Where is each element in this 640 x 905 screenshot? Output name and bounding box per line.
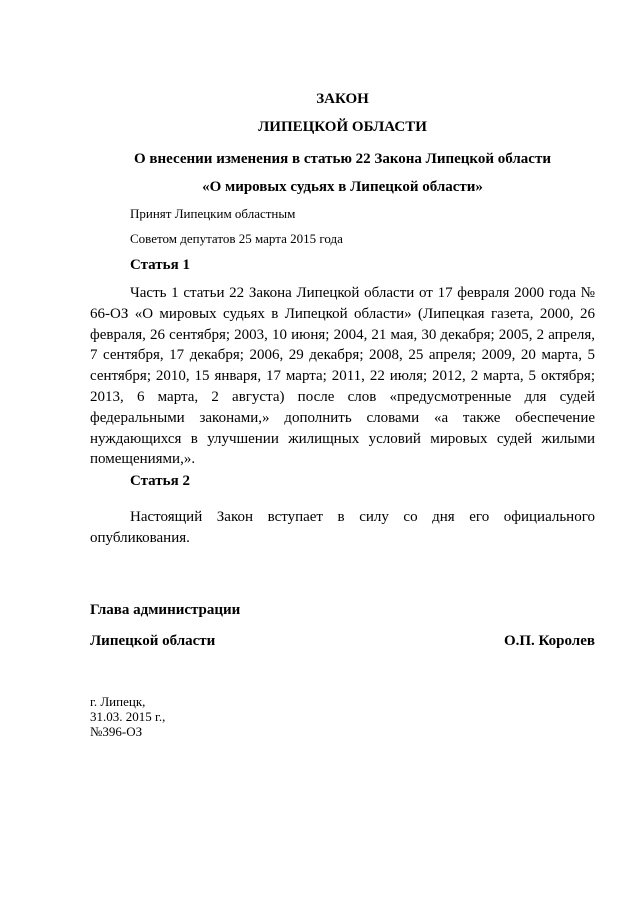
document-title: ЗАКОН	[316, 91, 369, 107]
adoption-line-1: Принят Липецким областным	[130, 206, 296, 221]
adoption-line-2: Советом депутатов 25 марта 2015 года	[130, 231, 343, 246]
signature-position-line-2: Липецкой области	[90, 633, 216, 649]
document-subject-line-1: О внесении изменения в статью 22 Закона Липецкой области	[134, 151, 551, 167]
signature-name: О.П. Королев	[503, 633, 595, 649]
footer-city: г. Липецк,	[90, 694, 146, 709]
footer-number: №396-ОЗ	[90, 724, 143, 739]
signature-position-line-1: Глава администрации	[90, 602, 241, 618]
article-2-text: Настоящий Закон вступает в силу со дня его официального опубликования.	[90, 509, 595, 546]
article-2-heading: Статья 2	[130, 473, 190, 489]
document-subject-line-2: «О мировых судьях в Липецкой области»	[202, 179, 483, 195]
document-region: ЛИПЕЦКОЙ ОБЛАСТИ	[258, 119, 427, 135]
footer-date: 31.03. 2015 г.,	[90, 709, 166, 724]
article-1-text: Часть 1 статьи 22 Закона Липецкой области от 17 февраля 2000 года № 66-ОЗ «О мировых судьях в Липецкой области» (Липецкая газета, 2000, 26 февраля, 26 сентября; 2003, 10 июня; 2004, 21 мая, 30 декабря; 2005, 2 апреля, 7 сентября, 17 декабря; 2006, 29 декабря; 2008, 25 апреля; 2009, 20 марта, 5 сентября; 2010, 15 января, 17 марта; 2011, 22 июля; 2012, 2 марта, 5 октября; 2013, 6 марта, 2 августа) после слов «предусмотренные для судей федеральными законами,» дополнить словами «а также обеспечение нуждающихся в улучшении жилищных условий мировых судей жилыми помещениями,».	[90, 285, 595, 468]
article-1-heading: Статья 1	[130, 257, 190, 273]
